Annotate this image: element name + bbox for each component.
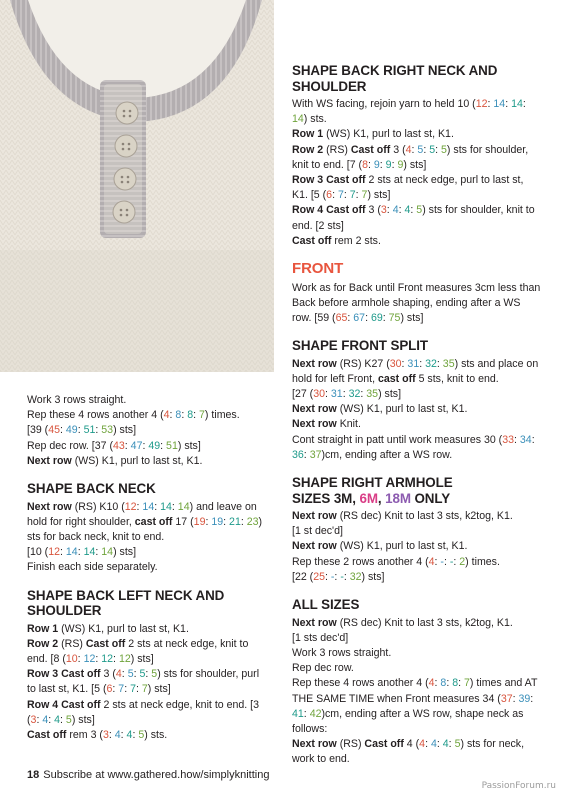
right-column (292, 63, 542, 768)
text-line: Rep these 2 rows another 4 (4: -: -: 2) times. (292, 555, 500, 568)
section-heading: SHAPE BACK RIGHT NECK AND SHOULDER (292, 63, 498, 94)
page-footer (27, 769, 269, 781)
text-line: Next row (RS) K27 (30: 31: 32: 35) sts and place on hold for left Front, cast off 5 sts, knit to end. (292, 357, 539, 385)
text-line: Work 3 rows straight. (292, 646, 392, 659)
text-line: Row 4 Cast off 2 sts at neck edge, knit to end. [3 (3: 4: 4: 5) sts] (27, 698, 259, 726)
text-line: Row 1 (WS) K1, purl to last st, K1. (27, 622, 189, 635)
section-heading: SHAPE BACK LEFT NECK AND SHOULDER (27, 587, 225, 619)
text-line: Rep dec row. (292, 662, 354, 675)
button-icon (115, 135, 137, 157)
text-line: Rep these 4 rows another 4 (4: 8: 8: 7) times. (27, 409, 240, 422)
section-heading: SHAPE RIGHT ARMHOLE SIZES 3M, 6M, 18M ONLY (292, 475, 453, 506)
page-number: 18 (27, 769, 40, 781)
text-line: Next row (RS dec) Knit to last 3 sts, k2tog, K1. (292, 510, 513, 523)
text-line: Row 2 (RS) Cast off 2 sts at neck edge, knit to end. [8 (10: 12: 12: 12) sts] (27, 637, 249, 665)
text-line: Cont straight in patt until work measures 30 (33: 34: 36: 37)cm, ending after a WS row. (292, 433, 535, 461)
text-line: Work as for Back until Front measures 3cm less than Back before armhole shaping, ending after a WS row. [59 (65: 67: 69: 75) sts] (292, 281, 541, 324)
text-line: Next row (RS) Cast off 4 (4: 4: 4: 5) sts for neck, work to end. (292, 738, 525, 766)
text-line: Rep these 4 rows another 4 (4: 8: 8: 7) times and AT THE SAME TIME when Front measures 34 (37: 39: 41: 42)cm, ending after a WS row, shape neck as follows: (292, 677, 538, 735)
section-heading: ALL SIZES (292, 597, 360, 613)
watermark: PassionForum.ru (481, 781, 556, 791)
text-line: [39 (45: 49: 51: 53) sts] (27, 424, 137, 437)
text-line: Finish each side separately. (27, 561, 158, 574)
text-line: Next row (RS) K10 (12: 14: 14: 14) and leave on hold for right shoulder, cast off 17 (19: 19: 21: 23) sts for back neck, knit to end. (27, 500, 263, 543)
text-line: Row 2 (RS) Cast off 3 (4: 5: 5: 5) sts for shoulder, knit to end. [7 (8: 9: 9: 9) sts] (292, 143, 529, 171)
text-line: Next row (WS) K1, purl to last st, K1. (27, 454, 203, 467)
text-line: Cast off rem 3 (3: 4: 4: 5) sts. (27, 728, 168, 741)
front-heading: FRONT (292, 260, 344, 278)
text-line: [1 sts dec'd] (292, 631, 349, 644)
text-line: [10 (12: 14: 14: 14) sts] (27, 546, 137, 559)
text-line: Cast off rem 2 sts. (292, 234, 381, 247)
subscribe-link[interactable]: Subscribe at www.gathered.how/simplyknitting (43, 769, 270, 781)
text-line: [27 (30: 31: 32: 35) sts] (292, 388, 402, 401)
text-line: Next row (RS dec) Knit to last 3 sts, k2tog, K1. (292, 616, 513, 629)
text-line: Row 3 Cast off 2 sts at neck edge, purl to last st, K1. [5 (6: 7: 7: 7) sts] (292, 174, 524, 202)
button-icon (116, 102, 138, 124)
button-icon (113, 201, 135, 223)
text-line: Row 1 (WS) K1, purl to last st, K1. (292, 128, 454, 141)
text-line: Next row Knit. (292, 418, 361, 431)
left-column (27, 393, 265, 743)
text-line: Work 3 rows straight. (27, 394, 127, 406)
text-line: Next row (WS) K1, purl to last st, K1. (292, 540, 468, 553)
text-line: [1 st dec'd] (292, 525, 343, 538)
text-line: Rep dec row. [37 (43: 47: 49: 51) sts] (27, 439, 201, 452)
text-line: Next row (WS) K1, purl to last st, K1. (292, 403, 468, 416)
section-heading: SHAPE FRONT SPLIT (292, 338, 428, 354)
section-heading: SHAPE BACK NECK (27, 481, 156, 497)
text-line: [22 (25: -: -: 32) sts] (292, 570, 385, 583)
sweater-photo (0, 0, 274, 372)
button-icon (114, 168, 136, 190)
text-line: Row 3 Cast off 3 (4: 5: 5: 5) sts for shoulder, purl to last st, K1. [5 (6: 7: 7: 7) sts] (27, 668, 260, 696)
text-line: Row 4 Cast off 3 (3: 4: 4: 5) sts for shoulder, knit to end. [2 sts] (292, 204, 535, 232)
text-line: With WS facing, rejoin yarn to held 10 (12: 14: 14: 14) sts. (292, 98, 526, 126)
